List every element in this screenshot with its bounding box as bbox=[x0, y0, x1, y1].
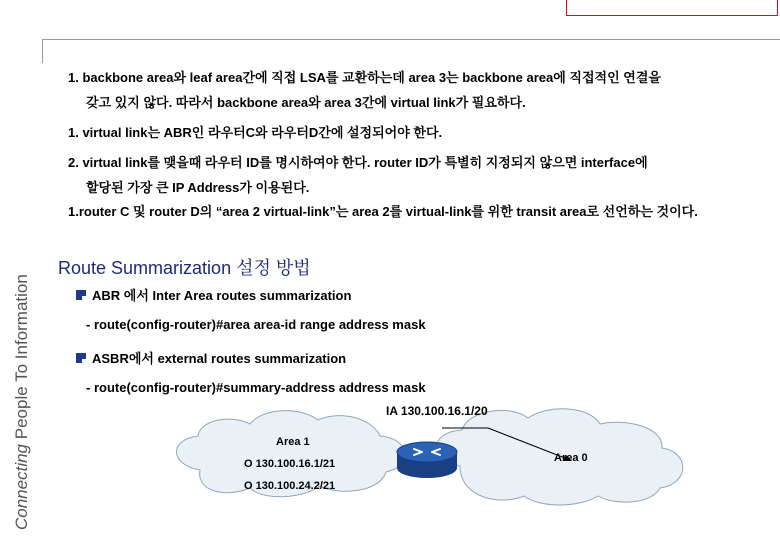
note-3-line-1: 2. virtual link를 맺을때 라우터 ID를 명시하여야 한다. router ID가 특별히 지정되지 않으면 interface에 bbox=[68, 155, 648, 170]
brand-italic-text: Connecting bbox=[12, 443, 31, 530]
route-o2-label: O 130.100.24.2/21 bbox=[244, 480, 336, 492]
route-o1-label: O 130.100.16.1/21 bbox=[244, 458, 336, 470]
note-1-line-2: 갖고 있지 않다. 따라서 backbone area와 area 3간에 virtual link가 필요하다. bbox=[86, 95, 526, 110]
router-icon bbox=[397, 442, 457, 478]
area-0-label: Area 0 bbox=[554, 452, 588, 464]
note-3-line-2: 할당된 가장 큰 IP Address가 이용된다. bbox=[86, 180, 310, 195]
note-4-line-1: 1.router C 및 router D의 “area 2 virtual-link”는 area 2를 virtual-link를 위한 transit area로 선언하는 것이다. bbox=[68, 204, 698, 219]
note-2-line-1: 1. virtual link는 ABR인 라우터C와 라우터D간에 설정되어야 한다. bbox=[68, 125, 443, 140]
command-line-summary: - route(config-router)#summary-address address mask bbox=[86, 380, 426, 395]
ia-route-label: IA 130.100.16.1/20 bbox=[386, 404, 488, 418]
brand-text: People To Information bbox=[12, 274, 31, 444]
section-title: Route Summarization 설정 방법 bbox=[58, 258, 311, 278]
note-1-line-1: 1. backbone area와 leaf area간에 직접 LSA를 교환하는데 area 3는 backbone area에 직접적인 연결을 bbox=[68, 70, 661, 85]
bullet-text: ASBR에서 external routes summarization bbox=[92, 351, 347, 366]
bullet-text: ABR 에서 Inter Area routes summarization bbox=[92, 288, 352, 303]
command-line-range: - route(config-router)#area area-id range address mask bbox=[86, 317, 426, 332]
area-1-label: Area 1 bbox=[276, 436, 310, 448]
